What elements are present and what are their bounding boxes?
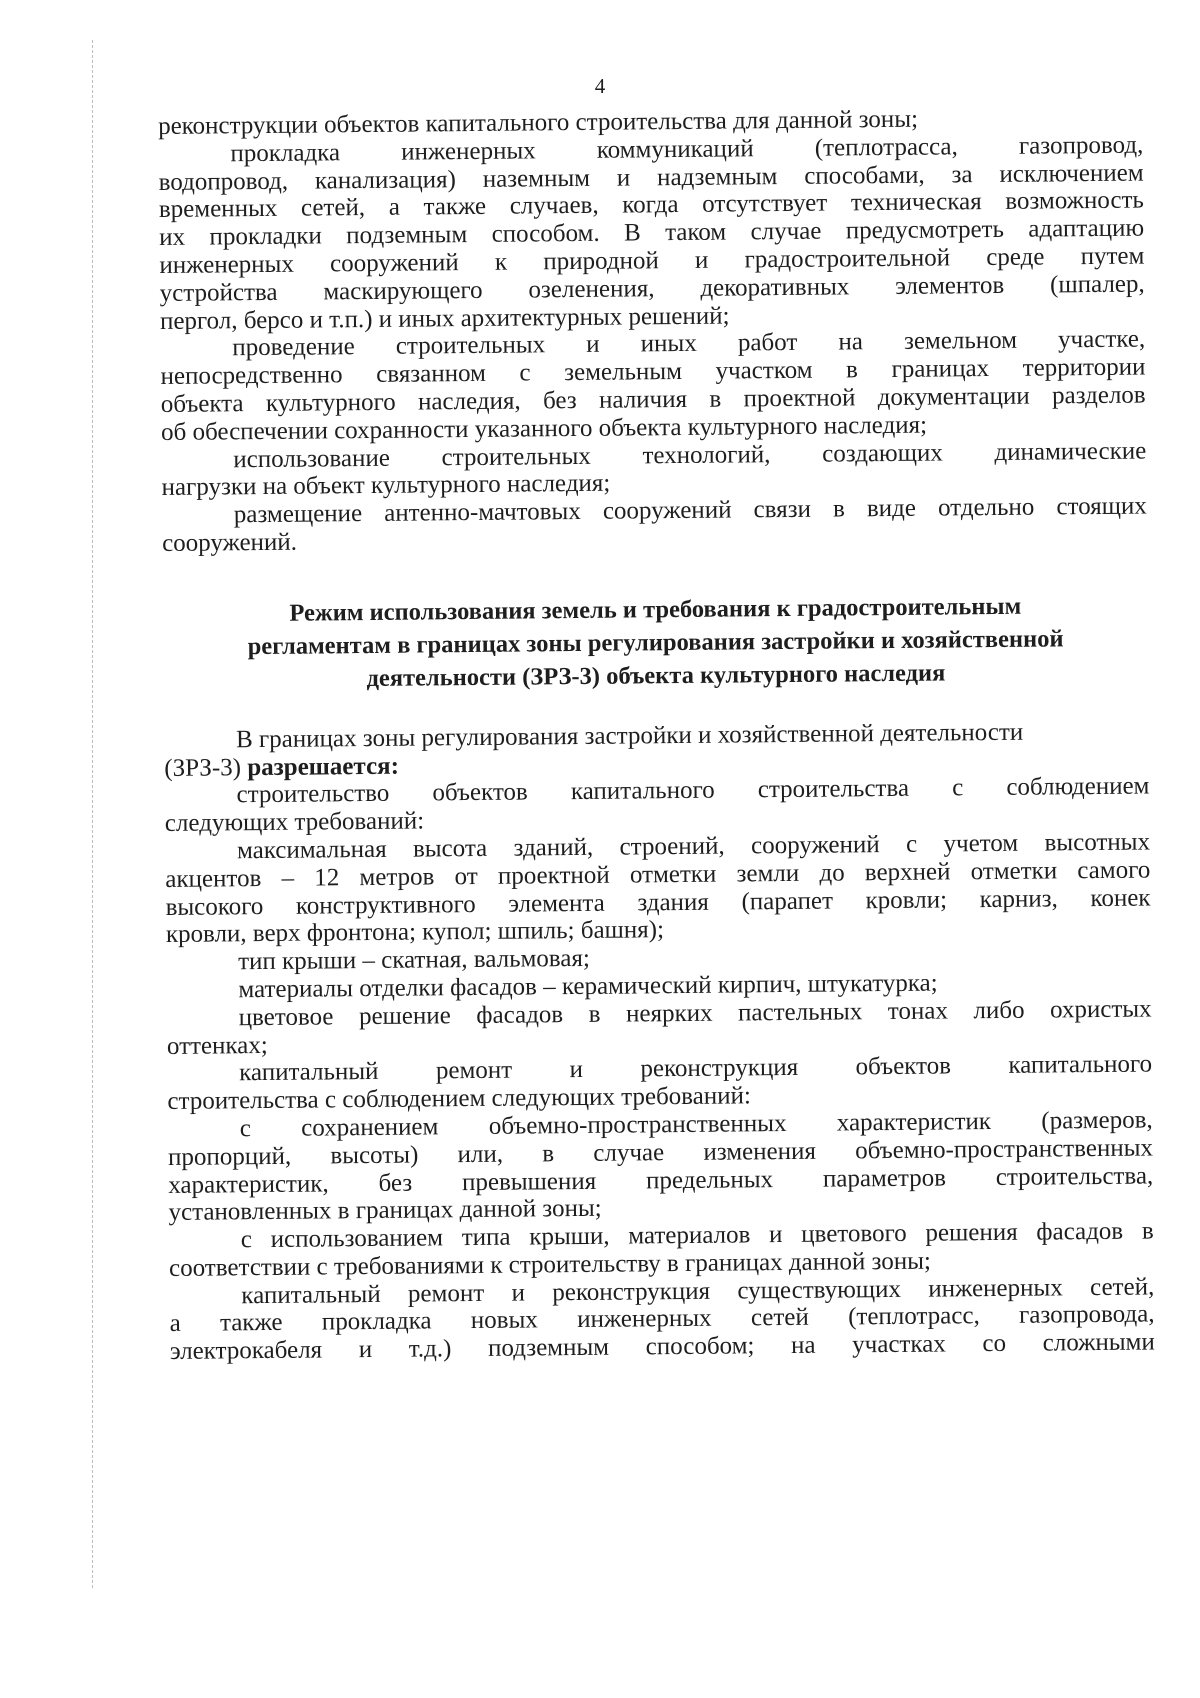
word: зданий, [513,833,594,862]
word: со [982,1330,1007,1358]
line-text: нагрузки на объект культурного наследия; [161,470,611,502]
word: за [951,160,973,188]
word: объекта [160,390,244,418]
word: и [768,1221,783,1249]
word: наличия [598,385,688,414]
word: в [832,495,845,523]
page-number: 4 [594,74,606,98]
line-text: кровли, верх фронтона; купол; шпиль; башня); [165,916,665,949]
word: решения [925,1218,1018,1247]
section-heading [163,588,1149,696]
word: – [281,864,295,892]
word: также [219,1309,283,1337]
word: самого [1077,856,1151,884]
word: земельном [903,327,1018,356]
word: параметров [822,1163,947,1193]
word: непосредственно [160,361,343,391]
word: новых [470,1306,538,1335]
word: с [240,1226,253,1254]
word: подземным [346,221,468,250]
word: и [511,1279,526,1307]
word: без [542,386,577,415]
word: объемно-пространственных [488,1109,787,1140]
word: капитального [570,777,715,806]
word: сооружений [750,831,880,860]
word: отсутствует [702,189,828,219]
word: строительства, [995,1161,1154,1191]
word: отметки [629,860,717,889]
word: объектов [855,1052,952,1081]
word: к [494,248,508,276]
heading-line: регламентам в границах зоны регулирования застройки и хозяйственной [247,625,1064,660]
word: в [542,1139,555,1168]
word: капитальный [239,1058,379,1087]
word: связанном [376,360,487,389]
word: объемно-пространственных [855,1134,1154,1165]
word: проектной [497,861,610,890]
word: документации [877,382,1030,412]
word: градостроительной [744,244,951,274]
word: земли [736,859,800,888]
word: превышения [461,1167,597,1196]
word: в [845,356,859,384]
word: 12 [314,864,340,892]
line-text: тип крыши – скатная, вальмовая; [238,945,591,976]
word: канализация) [314,165,457,195]
binding-edge-line [92,40,93,1588]
word: без [378,1169,413,1197]
document-page [158,104,1155,1366]
continuation-section [158,104,1147,558]
word: надземным [656,162,778,191]
word: инженерных [159,250,295,279]
word: капитальный [241,1280,381,1309]
word: подземным [487,1334,610,1363]
word: в [588,1000,601,1028]
line-text: сооружений. [162,528,298,557]
word: прокладка [230,139,341,168]
word: с [519,359,531,387]
word: сложными [1042,1328,1155,1357]
word: среде [986,243,1045,272]
word: технологий, [642,440,771,469]
word: стоящих [1056,492,1147,521]
word: антенно-мачтовых [384,498,581,528]
word: фасадов [1036,1217,1124,1246]
word: сетей, [1089,1273,1155,1301]
word: в [709,385,722,413]
word: верхней [864,858,951,886]
word: связи [753,495,812,524]
word: тонах [887,997,949,1025]
word: природной [543,247,659,276]
word: участке, [1057,325,1146,354]
word: временных [158,195,278,224]
word: сохранением [301,1113,439,1142]
word: либо [973,996,1025,1024]
word: и [358,1336,373,1364]
word: инженерных [928,1274,1063,1303]
word: создающих [822,439,943,468]
word: элементов [895,271,1005,300]
word: пастельных [737,998,863,1027]
intro-text: В границах зоны регулирования застройки и хозяйственной деятельности [235,718,1024,754]
word: декоративных [700,273,850,302]
line-text: пергол, берсо и т.п.) и иных архитектурных решений; [159,302,730,335]
word: сооружений [329,249,459,278]
heading-line: деятельности (ЗРЗ-3) объекта культурного наследия [366,659,946,692]
word: акцентов [165,864,262,893]
word: объектов [432,778,528,807]
word: характеристик [836,1107,992,1137]
word: решение [358,1001,451,1030]
word: разделов [1051,381,1146,410]
word: способом; [645,1332,755,1361]
word: высокого [165,892,264,921]
line-text: строительства с соблюдением следующих требований: [167,1082,752,1116]
word: также [423,193,487,221]
word: и [586,331,600,359]
word: а [169,1310,181,1338]
word: участках [852,1330,946,1359]
word: от [454,862,478,890]
body-section [164,773,1155,1366]
word: неярких [625,999,713,1028]
word: способом. [491,219,600,248]
word: сетей [750,1304,809,1332]
word: их [159,223,186,252]
intro-allowed-label: разрешается: [247,752,400,781]
word: кровли; [865,885,948,914]
word: строительства [757,775,910,804]
word: с [239,1115,251,1143]
word: отметки [970,857,1058,885]
word: работ [737,329,798,357]
word: на [790,1332,816,1360]
word: земельным [564,358,683,387]
word: метров [359,863,435,891]
word: максимальная [236,835,387,865]
word: охристых [1049,995,1152,1024]
word: предельных [645,1165,774,1194]
word: крыши, [529,1222,610,1251]
word: существующих [737,1275,902,1305]
word: и [616,164,631,192]
word: карниз, [979,884,1058,913]
word: конек [1090,884,1151,912]
word: возможность [1005,186,1144,216]
word: с [951,774,964,802]
word: маскирующего [323,276,483,306]
word: ремонт [435,1056,513,1085]
word: таком [664,218,727,247]
word: газопровод, [1018,131,1144,160]
word: до [819,859,845,887]
word: проектной [743,384,856,413]
word: адаптацию [1028,214,1145,243]
word: границах [891,355,990,384]
word: строений, [619,832,725,861]
word: сооружений [602,496,732,525]
word: здания [637,888,709,916]
word: соблюдением [1006,772,1150,802]
word: (размеров, [1041,1106,1153,1135]
word: характеристик, [168,1169,329,1199]
line-text: оттенках; [166,1031,268,1060]
word: В [623,219,641,247]
word: (теплотрасс, [847,1302,980,1331]
word: (шпалер, [1049,270,1145,299]
intro-paragraph [164,717,1149,782]
word: сетей, [300,194,366,223]
word: прокладка [321,1307,432,1336]
word: наземным [482,164,591,193]
word: культурного [265,388,396,417]
word: пропорций, [167,1142,292,1171]
word: элемента [508,889,605,918]
word: учетом [943,829,1019,858]
word: когда [622,191,679,219]
word: динамические [994,437,1147,466]
word: озеленения, [528,275,655,304]
word: проведение [232,333,355,362]
word: цветовое [238,1003,334,1031]
word: инженерных [401,137,536,166]
word: высоты) [330,1141,419,1170]
word: ремонт [407,1279,485,1308]
word: строительных [441,442,591,471]
word: способами, [804,161,925,190]
word: инженерных [577,1305,712,1334]
word: коммуникаций [596,135,754,164]
word: или, [457,1140,504,1168]
word: реконструкция [640,1054,799,1083]
word: высота [412,834,488,863]
word: путем [1080,242,1145,271]
word: исключением [999,159,1144,188]
line-text: материалы отделки фасадов – керамический кирпич, штукатурка; [238,969,938,1004]
word: т.д.) [408,1335,452,1363]
word: с [905,830,918,858]
word: электрокабеля [169,1336,323,1366]
word: наследия, [417,387,521,416]
word: капитального [1008,1050,1153,1080]
word: материалов [628,1221,751,1250]
word: участком [715,356,813,385]
word: устройства [159,278,278,307]
word: а [388,194,401,222]
line-text: следующих требований: [164,807,425,838]
line-text: соответствии с требованиями к строительству в границах данной зоны; [168,1247,932,1282]
word: типа [461,1223,511,1252]
word: прокладки [209,222,322,251]
word: предусмотреть [845,216,1005,245]
word: территории [1022,353,1146,382]
line-text: реконструкции объектов капитального строительства для данной зоны; [158,105,919,140]
word: отдельно [937,493,1035,522]
word: использование [233,444,391,473]
word: конструктивного [295,890,476,920]
word: случаев, [509,192,599,221]
word: случае [750,217,822,246]
word: строительных [395,331,546,361]
word: виде [866,494,917,523]
word: цветового [801,1219,907,1248]
word: высотных [1044,828,1151,857]
word: реконструкция [552,1277,711,1306]
line-text: установленных в границах данной зоны; [168,1195,602,1227]
word: иных [640,330,697,358]
word: и [694,246,709,274]
word: в [1141,1217,1154,1245]
word: (теплотрасса, [814,133,958,162]
word: фасадов [476,1000,564,1029]
word: изменения [703,1137,817,1166]
heading-line: Режим использования земель и требования к градостроительным [289,592,1022,627]
word: техническая [850,188,982,217]
word: строительство [236,780,390,809]
word: и [569,1056,584,1084]
word: водопровод, [158,167,289,196]
word: использованием [270,1224,444,1254]
word: газопровода, [1018,1300,1155,1330]
line-text: об обеспечении сохранности указанного объекта культурного наследия; [160,411,928,446]
intro-prefix: (ЗРЗ-3) [164,753,248,782]
word: на [838,328,864,356]
word: (парапет [741,887,834,915]
word: размещение [233,500,363,529]
word: случае [593,1138,665,1167]
